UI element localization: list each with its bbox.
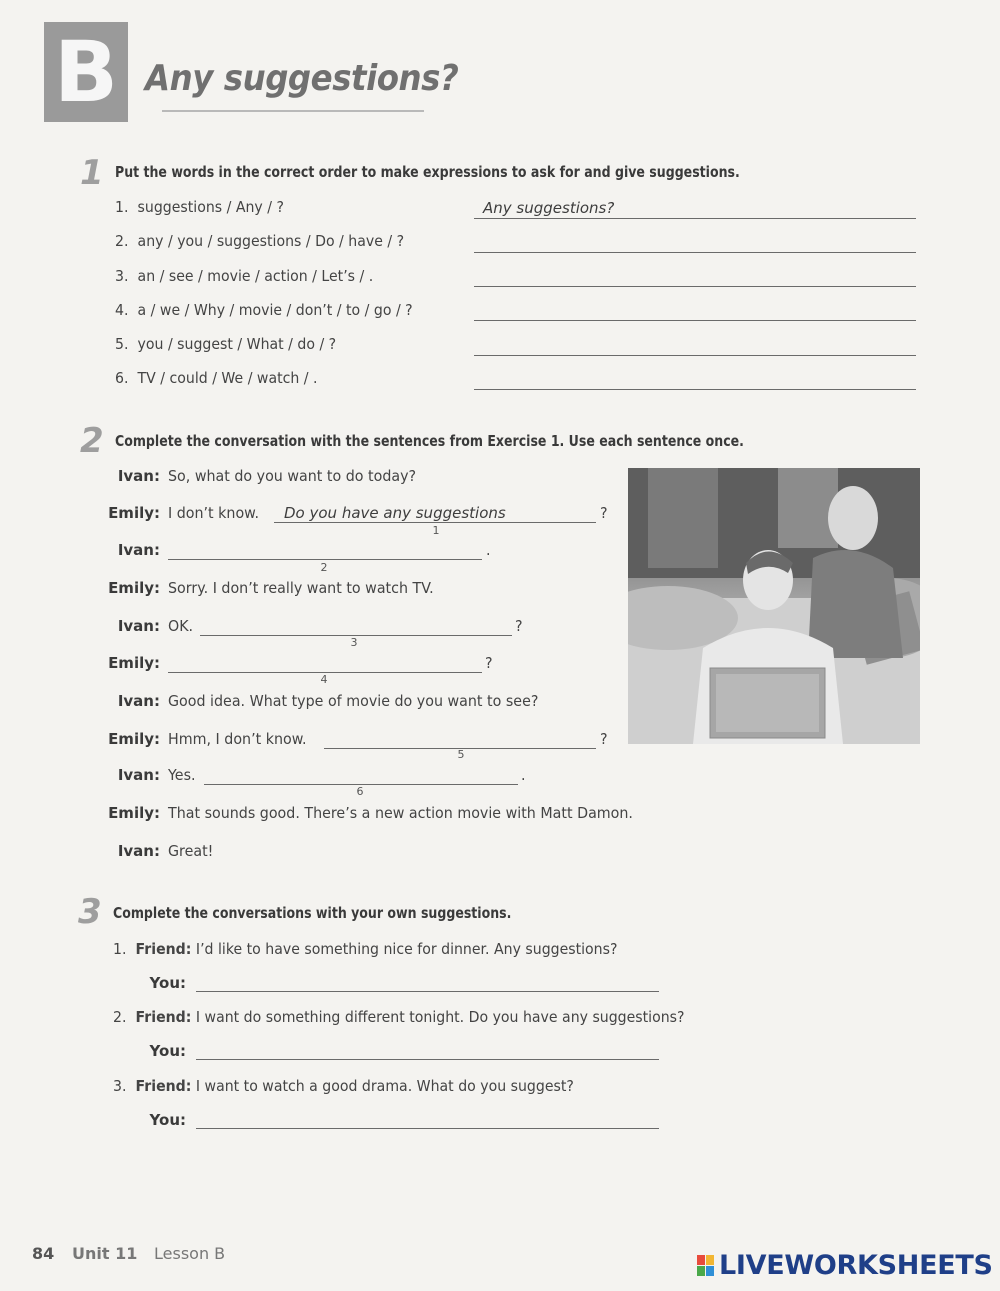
item-number: 2.: [115, 232, 129, 250]
item-number: 4.: [115, 301, 129, 319]
blank-number: 3: [350, 636, 358, 649]
item-words: you / suggest / What / do / ?: [137, 335, 337, 353]
end-punctuation: ?: [600, 730, 608, 748]
speaker-label: Emily:: [108, 730, 160, 748]
list-item: [115, 198, 284, 216]
speaker-label: Ivan:: [117, 617, 160, 635]
answer-text[interactable]: Do you have any suggestions: [284, 504, 506, 522]
list-item: [115, 267, 373, 285]
answer-line[interactable]: [474, 218, 916, 219]
item-words: any / you / suggestions / Do / have / ?: [137, 232, 405, 250]
title-underline: [162, 110, 424, 112]
answer-line[interactable]: [474, 252, 916, 253]
exercise-3-instruction: Complete the conversations with your own suggestions.: [113, 904, 512, 922]
friend-label: Friend:: [135, 1077, 192, 1095]
speaker-label: Ivan:: [117, 842, 160, 860]
answer-line[interactable]: [474, 389, 916, 390]
answer-line[interactable]: [474, 286, 916, 287]
exercise-1-number: 1: [80, 153, 104, 193]
blank-number: 6: [356, 785, 364, 798]
exercise-2-number: 2: [80, 421, 104, 461]
dialogue-text: So, what do you want to do today?: [168, 467, 417, 485]
list-item: [113, 1008, 685, 1026]
you-label: You:: [149, 974, 186, 992]
speaker-label: Emily:: [108, 504, 160, 522]
friend-label: Friend:: [135, 1008, 192, 1026]
dialogue-text: That sounds good. There’s a new action movie with Matt Damon.: [168, 804, 633, 822]
item-number: 3.: [113, 1077, 127, 1095]
unit-label: Unit 11: [72, 1244, 138, 1263]
dialogue-text: Yes.: [168, 766, 196, 784]
friend-label: Friend:: [135, 940, 192, 958]
friend-text: I want do something different tonight. Do you have any suggestions?: [195, 1008, 685, 1026]
end-punctuation: ?: [600, 504, 608, 522]
list-item: [113, 1077, 574, 1095]
speaker-label: Ivan:: [117, 541, 160, 559]
item-words: TV / could / We / watch / .: [137, 369, 318, 387]
speaker-label: Emily:: [108, 579, 160, 597]
exercise-1-instruction: Put the words in the correct order to make expressions to ask for and give suggestions.: [115, 163, 740, 181]
list-item: [115, 232, 404, 250]
answer-blank-4[interactable]: [168, 654, 482, 673]
dialogue-text: Hmm, I don’t know.: [168, 730, 307, 748]
friend-text: I’d like to have something nice for dinner. Any suggestions?: [195, 940, 618, 958]
page-title: Any suggestions?: [145, 58, 459, 99]
list-item: [115, 301, 413, 319]
speaker-label: Emily:: [108, 804, 160, 822]
answer-text[interactable]: Any suggestions?: [483, 199, 615, 217]
end-punctuation: .: [521, 766, 526, 784]
exercise-3-number: 3: [78, 892, 102, 932]
page-number: 84: [32, 1244, 55, 1263]
friend-text: I want to watch a good drama. What do you suggest?: [195, 1077, 574, 1095]
lesson-label: Lesson B: [154, 1244, 226, 1263]
exercise-2-instruction: Complete the conversation with the sentences from Exercise 1. Use each sentence once.: [115, 432, 744, 450]
end-punctuation: ?: [515, 617, 523, 635]
liveworksheets-brand[interactable]: LIVEWORKSHEETS: [719, 1250, 993, 1281]
answer-blank-3[interactable]: [200, 617, 512, 636]
end-punctuation: .: [486, 541, 491, 559]
speaker-label: Ivan:: [117, 692, 160, 710]
speaker-label: Ivan:: [117, 766, 160, 784]
dialogue-text: I don’t know.: [168, 504, 260, 522]
item-number: 1.: [115, 198, 129, 216]
item-number: 2.: [113, 1008, 127, 1026]
answer-blank-6[interactable]: [204, 766, 518, 785]
dialogue-text: Sorry. I don’t really want to watch TV.: [168, 579, 434, 597]
section-letter: B: [53, 23, 119, 121]
you-label: You:: [149, 1111, 186, 1129]
answer-blank-2[interactable]: [168, 541, 482, 560]
answer-line[interactable]: [474, 320, 916, 321]
speaker-label: Emily:: [108, 654, 160, 672]
list-item: [115, 335, 336, 353]
liveworksheets-logo-icon: [697, 1255, 715, 1277]
blank-number: 5: [457, 748, 465, 761]
answer-line[interactable]: [474, 355, 916, 356]
photo-illustration: [628, 468, 920, 744]
item-words: an / see / movie / action / Let’s / .: [137, 267, 374, 285]
speaker-label: Ivan:: [117, 467, 160, 485]
blank-number: 1: [432, 524, 440, 537]
item-words: a / we / Why / movie / don’t / to / go / ?: [137, 301, 413, 319]
answer-line[interactable]: [196, 1128, 659, 1129]
item-words: suggestions / Any / ?: [137, 198, 284, 216]
list-item: [113, 940, 617, 958]
dialogue-text: OK.: [168, 617, 194, 635]
answer-line[interactable]: [196, 991, 659, 992]
answer-line[interactable]: [196, 1059, 659, 1060]
dialogue-text: Good idea. What type of movie do you want to see?: [168, 692, 539, 710]
end-punctuation: ?: [485, 654, 493, 672]
you-label: You:: [149, 1042, 186, 1060]
answer-blank-5[interactable]: [324, 730, 596, 749]
blank-number: 4: [320, 673, 328, 686]
dialogue-text: Great!: [168, 842, 214, 860]
item-number: 5.: [115, 335, 129, 353]
blank-number: 2: [320, 561, 328, 574]
item-number: 3.: [115, 267, 129, 285]
item-number: 6.: [115, 369, 129, 387]
couple-laptop-photo: [628, 468, 920, 744]
item-number: 1.: [113, 940, 127, 958]
list-item: [115, 369, 318, 387]
